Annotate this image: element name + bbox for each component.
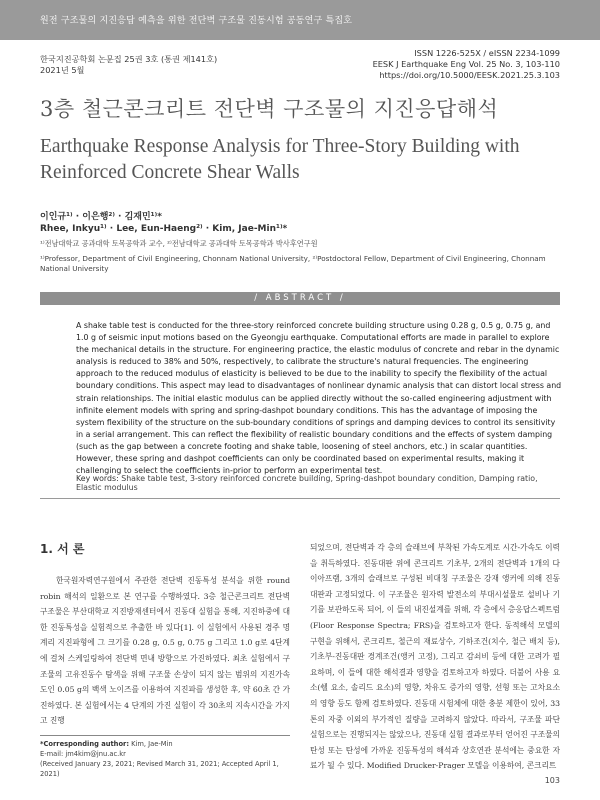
section-heading-introduction: 1. 서 론: [40, 542, 85, 556]
doi-link[interactable]: https://doi.org/10.5000/EESK.2021.25.3.103: [379, 70, 560, 80]
footnote: [40, 739, 290, 779]
affiliation-english: ¹⁾Professor, Department of Civil Engineering, Chonnam National University, ²⁾Postdoctoral Fellow, Department of Civil Engineering, Chonnam National University: [40, 254, 546, 273]
keywords-list: Shake table test, 3-story reinforced concrete building, Spring-dashpot boundary condition, Damping ratio, Elastic modulus: [76, 474, 538, 492]
corresponding-author-label: *Corresponding author:: [40, 740, 130, 748]
corresponding-author-name: Kim, Jae-Min: [131, 740, 173, 748]
journal-citation: EESK J Earthquake Eng Vol. 25 No. 3, 103-110: [372, 59, 560, 69]
abstract-header-bar: [40, 292, 560, 305]
journal-volume: 한국지진공학회 논문집 25권 3호 (통권 제141호): [40, 54, 218, 64]
authors-english: Rhee, Inkyu¹⁾ · Lee, Eun-Haeng²⁾ · Kim, Jae-Min¹⁾*: [40, 224, 288, 234]
keywords-label: Key words:: [76, 474, 119, 483]
title-korean: 3층 철근콘크리트 전단벽 구조물의 지진응답해석: [40, 97, 499, 121]
footnote-rule: [40, 735, 290, 736]
affiliation-korean: ¹⁾전남대학교 공과대학 토목공학과 교수, ²⁾전남대학교 공과대학 토목공학과 박사후연구원: [40, 239, 318, 248]
body-text-left: 한국원자력연구원에서 주관한 전단벽 진동특성 분석을 위한 round robin 해석의 일환으로 본 연구를 수행하였다. 3층 철근콘크리트 전단벽 구조물은 부산대학교 지진방재센터에서 진동대 실험을 통해, 지진하중에 대한 진동특성을 실험적으로 추출한 바 있다[1]. 이 실험에서 사용된 경주 명계리 지진파형에 그 크기를 0.28 g, 0.5 g, 0.75 g 그리고 1.0 g로 4단계에 걸쳐 스케일링하여 전단벽 면내 방향으로 가진하였다. 최초 실험에서 구조물의 고유진동수 탐색을 위해 구조물 손상이 되지 않는 범위의 지진가속도인 0.05 g의 백색 노이즈를 이용하여 지진파를 생성한 후, 약 60초 간 가진하였다. 본 실험에서는 4 단계의 가진 실험이 각 30초의 지속시간을 가지고 진행: [40, 576, 290, 726]
journal-info-left: [40, 54, 217, 76]
keywords: [76, 474, 564, 492]
title-english: Earthquake Response Analysis for Three-Story Building with Reinforced Concrete Shear Walls: [40, 136, 520, 183]
special-issue-title: 원전 구조물의 지진응답 예측을 위한 전단벽 구조물 진동시험 공동연구 특집호: [40, 16, 353, 26]
page-number: 103: [544, 776, 560, 785]
abstract-label: / ABSTRACT /: [254, 293, 346, 303]
abstract-text: A shake table test is conducted for the three-story reinforced concrete building structure using 0.28 g, 0.5 g, 0.75 g, and 1.0 g of seismic input motions based on the Gyeongju earthquake. Computational efforts are made in parallel to explore the mechanical details in the structure. For engineering practice, the elastic modulus of concrete and rebar in the dynamic analysis is reduced to 38% and 50%, respectively, to calibrate the structure's natural frequencies. The engineering approach to the reduced modulus of elasticity is believed to be due to the inability to specify the flexibility of the actual boundary conditions. This aspect may lead to disadvantages of nonlinear dynamic analysis that can distort local stress and strain relationships. The initial elastic modulus can be applied directly without the so-called engineering adjustment with infinite element models with spring and spring-dashpot boundary conditions. This has the advantage of imposing the system flexibility of the structure on the sub-boundary conditions of springs and damping devices to control its sensitivity in a serial arrangement. This can reflect the flexibility of realistic boundary conditions and the effects of system damping (such as the gap between a concrete footing and shake table, loosening of steel anchors, etc.) in scalar quantities. However, these spring and dashpot coefficients can only be coordinated based on experimental results, making it challenging to select the coefficients in-prior to perform an experimental test.: [76, 321, 562, 476]
received-dates: (Received January 23, 2021; Revised March 31, 2021; Accepted April 1, 2021): [40, 760, 279, 778]
corresponding-author: [40, 739, 290, 749]
authors-korean: 이인규¹⁾ · 이은행²⁾ · 김재민¹⁾*: [40, 212, 162, 222]
section-divider: [40, 498, 560, 499]
issn: ISSN 1226-525X / eISSN 2234-1099: [414, 48, 560, 58]
journal-info-right: [373, 48, 560, 81]
corresponding-email[interactable]: E-mail: jm4kim@jnu.ac.kr: [40, 750, 126, 758]
special-issue-banner: [0, 0, 600, 40]
journal-date: 2021년 5월: [40, 65, 85, 75]
body-column-left: [40, 573, 290, 729]
body-column-right: 되었으며, 전단벽과 각 층의 슬래브에 부착된 가속도계로 시간-가속도 이력을 취득하였다. 진동대판 위에 콘크리트 기초부, 2개의 전단벽과 1개의 다이아프램, 3개의 슬래브로 구성된 비대칭 구조물은 강재 앵커에 의해 진동대판과 고정되었다. 이 구조물은 원자력 발전소의 부대시설물로 설비나 기기를 보관하도록 되어, 이 들의 내진설계를 위해, 각 층에서 층응답스펙트럼 (Floor Response Spectra; FRS)을 검토하고자 한다. 동적해석 모델의 구현을 위해서, 콘크리트, 철근의 재료상수, 기하조건(치수, 철근 배치 등), 기초부-진동대판 경계조건(앵커 고정), 그리고 감쇠비 등에 대한 고려가 필요하며, 이 들에 대한 해석결과 영향을 검토하고자 하였다. 더불어 사용 요소(쉘 요소, 솔리드 요소)의 영향, 차유도 증가의 영향, 선형 또는 고차요소의 영향 등도 함께 검토하였다. 진동대 시험체에 대한 충분 제한이 있어, 33톤의 자중 이외의 부가적인 질량을 고려하지 않았다. 따라서, 구조물 파단 실험으로는 진행되지는 않았으나, 진동대 실험 결과로부터 얻어진 구조물의 탄성 또는 탄성에 가까운 진동특성의 해석과 상호연관 분석에는 중요한 자료가 될 수 있다. Modified Drucker-Prager 모델을 이용하여, 콘크리트: [310, 543, 560, 771]
